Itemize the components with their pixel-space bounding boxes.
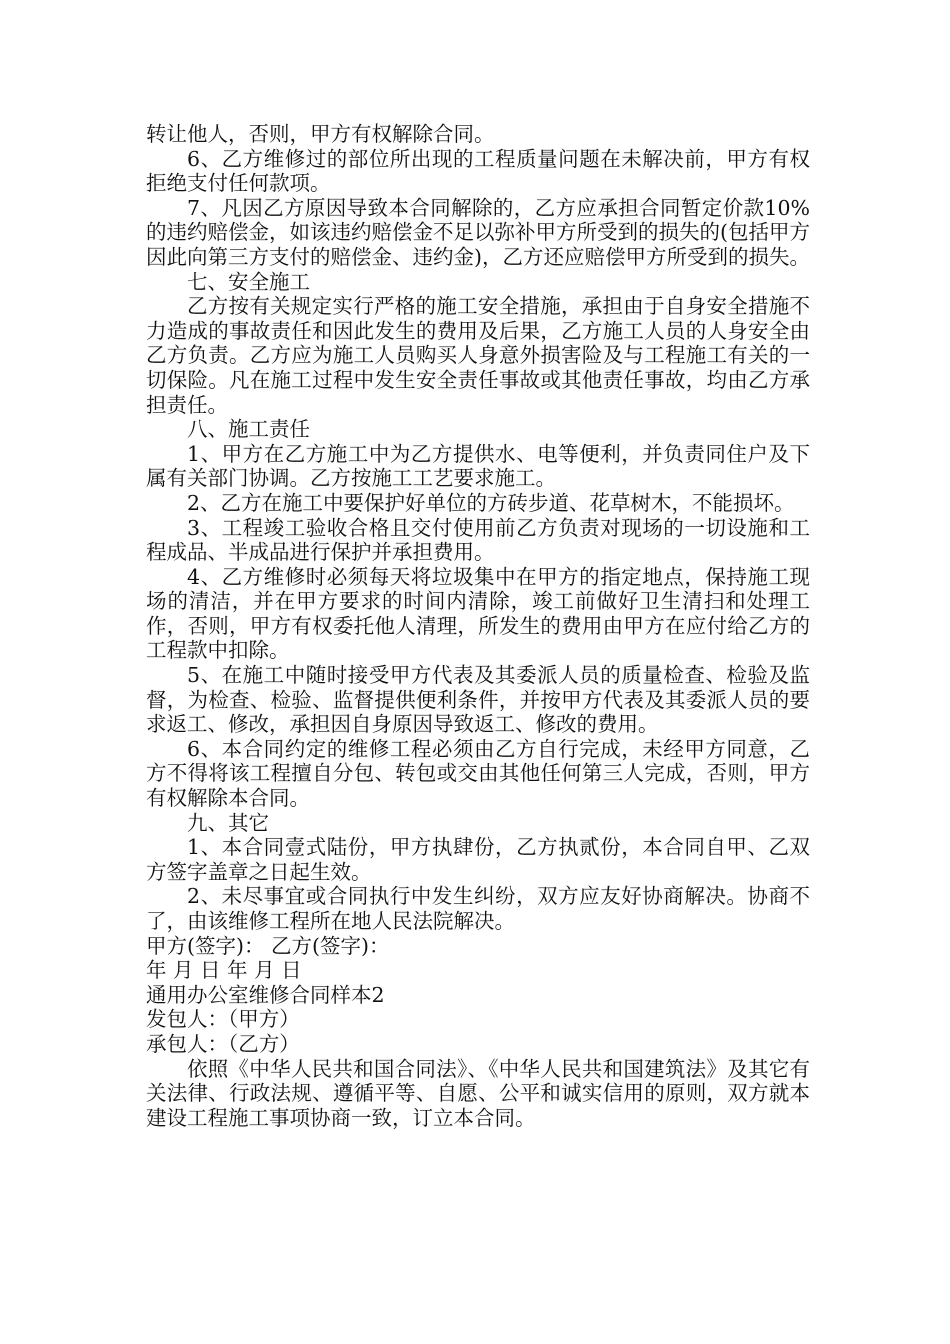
paragraph-responsibility-5: 5、在施工中随时接受甲方代表及其委派人员的质量检查、检验及监督，为检查、检验、监督提供便利条件，并按甲方代表及其委派人员的要求返工、修改，承担因自身原因导致返工、修改的费用。 bbox=[146, 663, 810, 737]
paragraph-responsibility-3: 3、工程竣工验收合格且交付使用前乙方负责对现场的一切设施和工程成品、半成品进行保护并承担费用。 bbox=[146, 515, 810, 565]
paragraph-responsibility-6: 6、本合同约定的维修工程必须由乙方自行完成，未经甲方同意，乙方不得将该工程擅自分包、转包或交由其他任何第三人完成，否则，甲方有权解除本合同。 bbox=[146, 736, 810, 811]
paragraph-other-1: 1、本合同壹式陆份，甲方执肆份，乙方执贰份，本合同自甲、乙双方签字盖章之日起生效。 bbox=[146, 835, 810, 884]
section-heading-responsibility: 八、施工责任 bbox=[187, 417, 310, 442]
paragraph-transfer-clause: 转让他人，否则，甲方有权解除合同。 bbox=[146, 122, 495, 146]
paragraph-clause-6-quality: 6、乙方维修过的部位所出现的工程质量问题在未解决前，甲方有权拒绝支付任何款项。 bbox=[146, 146, 810, 196]
paragraph-clause-7-penalty: 7、凡因乙方原因导致本合同解除的，乙方应承担合同暂定价款10%的违约赔偿金，如该违约赔偿金不足以弥补甲方所受到的损失的(包括甲方因此向第三方支付的赔偿金、违约金)，乙方还应赔偿甲方所受到的损失。 bbox=[146, 195, 810, 269]
document-page bbox=[146, 122, 810, 1130]
paragraph-other-2: 2、未尽事宜或合同执行中发生纠纷，双方应友好协商解决。协商不了，由该维修工程所在地人民法院解决。 bbox=[146, 884, 810, 933]
sample-title: 通用办公室维修合同样本2 bbox=[146, 982, 385, 1007]
date-line: 年 月 日 年 月 日 bbox=[146, 958, 302, 983]
paragraph-responsibility-4: 4、乙方维修时必须每天将垃圾集中在甲方的指定地点，保持施工现场的清洁，并在甲方要求的时间内清除，竣工前做好卫生清扫和处理工作，否则，甲方有权委托他人清理，所发生的费用由甲方在应付给乙方的工程款中扣除。 bbox=[146, 564, 810, 663]
section-heading-other: 九、其它 bbox=[187, 810, 269, 835]
paragraph-preamble: 依照《中华人民共和国合同法》、《中华人民共和国建筑法》及其它有关法律、行政法规、遵循平等、自愿、公平和诚实信用的原则，双方就本建设工程施工事项协商一致，订立本合同。 bbox=[146, 1056, 810, 1130]
section-heading-safety: 七、安全施工 bbox=[187, 269, 310, 294]
paragraph-responsibility-1: 1、甲方在乙方施工中为乙方提供水、电等便利，并负责同住户及下属有关部门协调。乙方按施工工艺要求施工。 bbox=[146, 441, 810, 491]
party-contractor: 承包人：（乙方） bbox=[146, 1031, 300, 1056]
signature-line: 甲方(签字)： 乙方(签字)： bbox=[146, 933, 390, 958]
paragraph-safety: 乙方按有关规定实行严格的施工安全措施，承担由于自身安全措施不力造成的事故责任和因此发生的费用及后果，乙方施工人员的人身安全由乙方负责。乙方应为施工人员购买人身意外损害险及与工程施工有关的一切保险。凡在施工过程中发生安全责任事故或其他责任事故，均由乙方承担责任。 bbox=[146, 294, 810, 417]
paragraph-responsibility-2: 2、乙方在施工中要保护好单位的方砖步道、花草树木，不能损坏。 bbox=[187, 490, 795, 515]
party-employer: 发包人：（甲方） bbox=[146, 1007, 300, 1032]
